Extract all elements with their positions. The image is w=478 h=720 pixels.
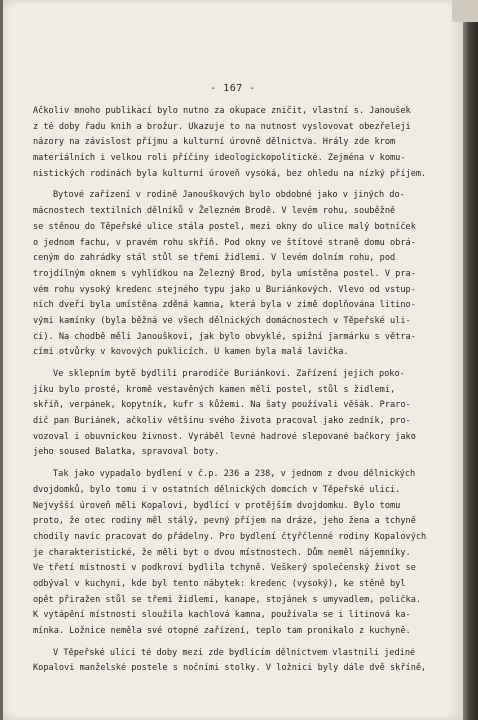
- text-line: Ačkoliv mnoho publikací bylo nutno za okupace zničit, vlastní s. Janoušek: [33, 106, 411, 116]
- text-line: proto, že otec rodiny měl stálý, pevný příjem na dráze, jeho žena a tchyně: [33, 516, 416, 527]
- text-line: cími otvůrky v kovových puklicích. U kamen byla malá lavička.: [33, 347, 349, 358]
- text-line: dič pan Buriánek, ačkoliv většinu svého života pracoval jako zedník, pro-: [33, 416, 411, 427]
- text-line: ceným do zahrádky stál stůl se třemi židlemi. V levém dolním rohu, pod: [33, 253, 396, 264]
- text-line: ních dveří byla umístěna zděná kamna, která byla v zimě doplňována litino-: [33, 300, 416, 311]
- text-line: Ve sklepním bytě bydlili prarodiče Buriánkovi. Zařízení jejich poko-: [53, 369, 405, 379]
- text-line: jíku bylo prosté, kromě vestavěných kamen měli postel, stůl s židlemi,: [33, 384, 396, 395]
- text-line: Tak jako vypadalo bydlení v č.p. 236 a 238, v jednom z dvou dělnických: [53, 469, 416, 480]
- text-line: V Těpeřské ulici té doby mezi zde bydlícím dělnictvem vlastnili jediné: [53, 647, 416, 658]
- text-line: mínka. Ložnice neměla své otopné zařízení, teplo tam pronikalo z kuchyně.: [33, 626, 411, 636]
- text-line: z té doby řadu knih a brožur. Ukazuje to na nutnost vyslovovat obezřeleji: [33, 121, 411, 132]
- text-line: opět přiražen stůl se třemi židlemi, kanape, stojánek s umyvadlem, polička.: [33, 594, 422, 605]
- corner-tab: [452, 0, 478, 22]
- text-line: vém rohu vysoký kredenc stejného typu jako u Buriánkových. Vlevo od vstup-: [33, 284, 416, 295]
- text-line: se stěnou do Těpeřské ulice stála postel, mezi okny do ulice malý botníček: [33, 221, 416, 232]
- document-page: [3, 0, 463, 720]
- body-text: [33, 104, 453, 677]
- text-line: je charakteristické, že měli byt o dvou místnostech. Dům neměl nájemníky.: [33, 547, 411, 558]
- text-line: trojdílným oknem s vyhlídkou na Železný Brod, byla umístěna postel. V pra-: [33, 268, 416, 279]
- text-line: vozoval i obuvnickou živnost. Vyráběl levné hadrové slepované bačkory jako: [33, 431, 416, 442]
- text-line: ci). Na chodbě měli Janouškovi, jak bylo obvyklé, spižní jarmárku s větra-: [33, 331, 416, 342]
- text-line: odbýval v kuchyni, kde byl tento nábytek: kredenc (vysoký), ke stěně byl: [33, 578, 406, 589]
- text-line: jeho soused Balatka, spravoval boty.: [33, 447, 220, 458]
- page-edge-shadow: [463, 0, 478, 720]
- text-line: chodily navíc pracovat do přádelny. Pro bydlení čtyřčlenné rodiny Kopalových: [33, 531, 427, 542]
- text-line: Kopalovi manželské postele s nočními stolky. V ložnici byly dále dvě skříně,: [33, 663, 427, 674]
- text-line: Bytové zařízení v rodině Janouškových bylo obdobné jako v jiných do-: [53, 190, 405, 201]
- text-line: vými kamínky (byla běžná ve všech dělnických domácnostech v Těpeřské uli-: [33, 315, 411, 326]
- text-line: o jednom fachu, v pravém rohu skříň. Pod okny ve štítové straně domu obrá-: [33, 237, 416, 248]
- text-line: mácnostech textilních dělníků v Železném Brodě. V levém rohu, souběžně: [33, 206, 396, 217]
- text-line: K vytápění místnosti sloužila kachlová kamna, používala se i litinová ka-: [33, 610, 411, 621]
- page-number: - 167 -: [210, 83, 256, 94]
- text-line: Ve třetí místnosti v podkroví bydlila tchyně. Veškerý společenský život se: [33, 563, 416, 574]
- text-line: Nejvyšší úroveň měli Kopalovi, bydlící v protějším dvojdomku. Bylo tomu: [33, 500, 401, 511]
- text-line: dvojdomků, bylo tomu i v ostatních dělnických domcích v Těpeřské ulici.: [33, 484, 401, 495]
- text-line: skříň, verpánek, kopytník, kufr s kůžemi. Na šaty používali věšák. Praro-: [33, 400, 411, 411]
- text-line: názory na závislost příjmu a kulturní úrovně dělnictva. Hrály zde krom: [33, 137, 396, 148]
- text-line: nistických rodinách byla kulturní úroveň vysoká, bez ohledu na nízký příjem.: [33, 168, 427, 179]
- text-line: materiálních i velkou roli příčiny ideologickopolitické. Zejména v komu-: [33, 153, 406, 164]
